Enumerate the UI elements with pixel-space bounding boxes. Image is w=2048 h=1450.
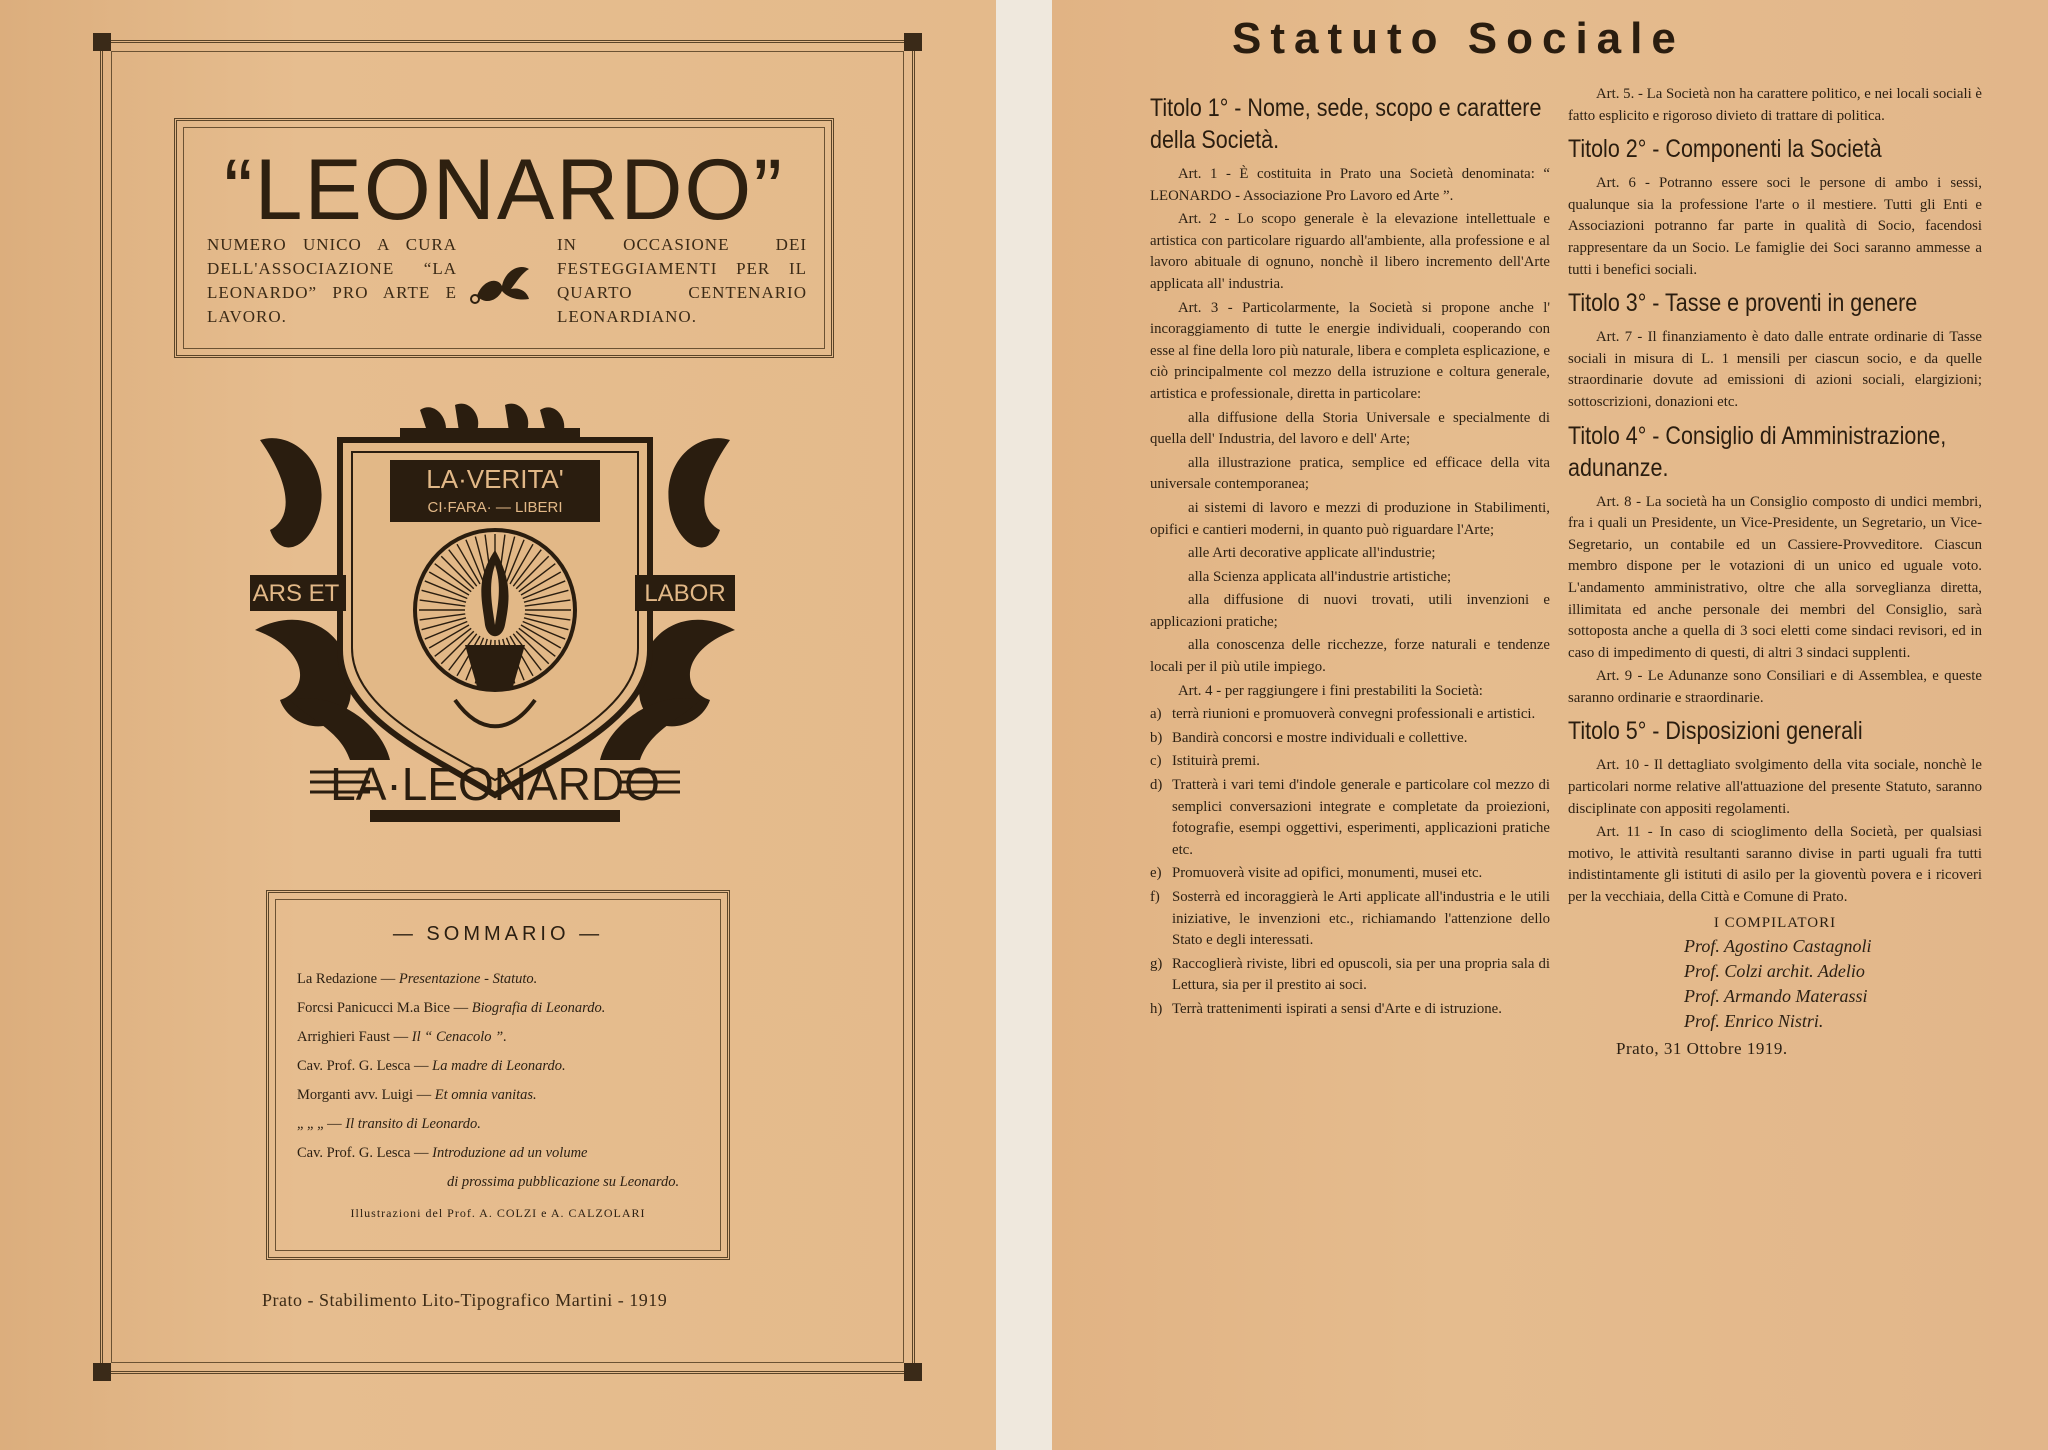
subtitle-right: IN OCCASIONE DEI FESTEGGIAMENTI PER IL QUARTO CENTENARIO LEONARDIANO. <box>557 235 807 326</box>
article-8: Art. 8 - La società ha un Consiglio composto di undici membri, fra i quali un Presidente, un Vice-Presidente, un Segretario, un Vice-Segretario, un contabile ed un Cassiere-Provveditore. Ciascun membro dispone per le votazioni di un unico ed uguale voto. L'andamento amministrativo, oltre che alla sorveglianza diretta, illimitata ed anche personale dei membri del Consiglio, sarà sottoposta anche a quella di 3 soci eletti come sindaci revisori, ed in caso di impedimento di questi, di altri 3 sindaci supplenti. <box>1568 493 1982 661</box>
article-11: Art. 11 - In caso di scioglimento della Società, per qualsiasi motivo, le attività resultanti saranno divise in parti uguali fra tutti indistintamente gli istituti di asilo per la gioventù povera e i ricoveri per la vecchiaia, della Città e Comune di Prato. <box>1568 824 1982 906</box>
article-2: Art. 2 - Lo scopo generale è la elevazione intellettuale e artistica con particolare riguardo all'ambiente, alla professione e al lavoro abituale di ognuno, nonchè il libero incremento dell'Arte applicata all' industria. <box>1150 211 1550 292</box>
frame-corner <box>904 33 922 51</box>
sommario-author: Arrighieri Faust — <box>297 1029 409 1045</box>
item-key: c) <box>1150 753 1162 770</box>
sommario-work: La madre di Leonardo. <box>432 1058 566 1074</box>
compilatori-list <box>1568 934 1982 1034</box>
la-leonardo-emblem <box>250 400 740 830</box>
title-5: Titolo 5° - Disposizioni generali <box>1568 717 1863 746</box>
article-3-item: ai sistemi di lavoro e mezzi di produzione in Stabilimenti, opifici e cantieri moderni, in quanto può riguardare l'Arte; <box>1150 499 1550 538</box>
frame-corner <box>93 33 111 51</box>
article-4-item <box>1150 954 1550 997</box>
article-4-item <box>1150 704 1550 726</box>
item-key: a) <box>1150 706 1162 723</box>
sommario-box <box>266 890 730 1260</box>
article-3-item: alla conoscenza delle ricchezze, forze naturali e tendenze locali per il più utile impiego. <box>1150 637 1550 676</box>
sommario-row <box>297 1052 707 1081</box>
article-4: Art. 4 - per raggiungere i fini prestabiliti la Società: <box>1178 682 1483 699</box>
article-4-item <box>1150 728 1550 750</box>
emblem-base: LA·LEONARDO <box>330 758 660 810</box>
article-6: Art. 6 - Potranno essere soci le persone di ambo i sessi, qualunque sia la professione l'arte o il mestiere. Tutti gli Enti e Associazioni potranno far parte in qualità di Socio, facendosi rappresentare da un Socio. Le famiglie dei Soci saranno ammesse a tutti i benefici sociali. <box>1568 175 1982 278</box>
sommario-row <box>297 965 707 994</box>
item-key: g) <box>1150 955 1163 972</box>
title-2: Titolo 2° - Componenti la Società <box>1568 135 1882 164</box>
emblem-banner: LA·VERITA' <box>426 464 564 494</box>
article-3-item: alle Arti decorative applicate all'industrie; <box>1188 545 1436 562</box>
article-4-item <box>1150 999 1550 1021</box>
statuto-heading: Statuto Sociale <box>1232 14 1685 63</box>
gutter <box>996 0 1052 1450</box>
sommario-work: Il transito di Leonardo. <box>345 1116 481 1132</box>
compilatore-name: Prof. Armando Materassi <box>1684 986 1868 1007</box>
frame-corner <box>904 1363 922 1381</box>
article-5: Art. 5. - La Società non ha carattere politico, e nei locali sociali è fatto esplicito e rigoroso divieto di trattare di politica. <box>1568 86 1982 124</box>
item-key: d) <box>1150 777 1163 794</box>
sommario-author: La Redazione — <box>297 971 396 987</box>
sommario-author: „ „ „ — <box>297 1116 342 1132</box>
sommario-author: Cav. Prof. G. Lesca — <box>297 1145 429 1161</box>
left-page <box>0 0 996 1450</box>
compilatore-name: Prof. Colzi archit. Adelio <box>1684 961 1865 982</box>
sommario-author: Cav. Prof. G. Lesca — <box>297 1058 429 1074</box>
item-text: Sosterrà ed incoraggierà le Arti applicate all'industria e le utili iniziative, le invenzioni etc., richiamando l'attenzione dello Stato e degli interessati. <box>1172 889 1550 949</box>
article-3: Art. 3 - Particolarmente, la Società si propone anche l' incoraggiamento di tutte le energie individuali, cooperando con esse al fine della loro più naturale, libera e completa esplicazione, e ciò principalmente col mezzo della istruzione e coltura generale, artistica e professionale, diretta in particolare: <box>1150 299 1550 402</box>
sommario-author: Morganti avv. Luigi — <box>297 1087 432 1103</box>
article-10: Art. 10 - Il dettagliato svolgimento della vita sociale, nonchè le particolari norme relative all'attuazione del presente Statuto, saranno disciplinate con appositi regolamenti. <box>1568 757 1982 817</box>
left-column <box>1150 86 1550 1023</box>
right-page <box>1052 0 2048 1450</box>
sommario-row <box>297 1168 707 1197</box>
emblem-motto: CI·FARA· — LIBERI <box>427 499 563 516</box>
emblem-right-plate: LABOR <box>644 580 726 607</box>
sommario-list <box>297 965 707 1197</box>
sommario-row <box>297 1110 707 1139</box>
item-text: Raccoglierà riviste, libri ed opuscoli, sia per una propria sala di Lettura, sia per il prestito ai soci. <box>1172 955 1550 994</box>
sommario-row <box>297 1081 707 1110</box>
item-text: Terrà trattenimenti ispirati a sensi d'Arte e di istruzione. <box>1172 1000 1502 1017</box>
article-3-item: alla diffusione della Storia Universale e specialmente di quella dell' Industria, del lavoro e dell' Arte; <box>1150 409 1550 448</box>
compilatori-heading: I COMPILATORI <box>1713 914 1837 931</box>
item-text: Tratterà i vari temi d'indole generale e particolare col mezzo di semplici conversazioni integrate e completate da proiezioni, fotografie, esempi oggettivi, esperimenti, applicazioni pratiche etc. <box>1172 777 1550 858</box>
item-key: b) <box>1150 729 1163 746</box>
sommario-work: di prossima pubblicazione su Leonardo. <box>447 1174 680 1190</box>
imprint: Prato - Stabilimento Lito-Tipografico Martini - 1919 <box>262 1290 668 1310</box>
date-line: Prato, 31 Ottobre 1919. <box>1616 1039 1788 1059</box>
sommario-row <box>297 1139 707 1168</box>
article-9: Art. 9 - Le Adunanze sono Consiliari e di Assemblea, e queste saranno ordinarie e straordinarie. <box>1568 668 1982 706</box>
article-7: Art. 7 - Il finanziamento è dato dalle entrate ordinarie di Tasse sociali in misura di L. 1 mensili per ciascun socio, e da quelle straordinarie dovute ad emissioni di azioni sociali, elargizioni; sottoscrizioni, donazioni etc. <box>1568 329 1982 410</box>
item-text: terrà riunioni e promuoverà convegni professionali e artistici. <box>1172 706 1536 723</box>
article-4-item <box>1150 751 1550 773</box>
sommario-title: — SOMMARIO — <box>392 923 604 945</box>
sommario-author: Forcsi Panicucci M.a Bice — <box>297 1000 469 1016</box>
article-4-item <box>1150 863 1550 885</box>
sommario-row <box>297 1023 707 1052</box>
illustrations-credit: Illustrazioni del Prof. A. COLZI e A. CALZOLARI <box>350 1206 646 1220</box>
right-column <box>1568 84 1982 1060</box>
article-4-items <box>1150 704 1550 1020</box>
sommario-work: Introduzione ad un volume <box>432 1145 588 1161</box>
item-key: e) <box>1150 865 1162 882</box>
emblem-left-plate: ARS ET <box>252 580 340 607</box>
title-box <box>174 118 834 358</box>
article-3-item: alla illustrazione pratica, semplice ed efficace della vita universale contemporanea; <box>1150 454 1550 493</box>
magazine-title: “LEONARDO” <box>224 142 784 238</box>
sommario-work: Biografia di Leonardo. <box>471 1000 606 1016</box>
sommario-work: Il “ Cenacolo ”. <box>411 1029 507 1045</box>
compilatore-name: Prof. Enrico Nistri. <box>1684 1011 1824 1032</box>
subtitle-left: NUMERO UNICO A CURA DELL'ASSOCIAZIONE “LA LEONARDO” PRO ARTE E LAVORO. <box>207 235 457 326</box>
title-3: Titolo 3° - Tasse e proventi in genere <box>1568 289 1918 318</box>
leaf-ornament-icon <box>467 251 537 311</box>
article-1: Art. 1 - È costituita in Prato una Società denominata: “ LEONARDO - Associazione Pro Lavoro ed Arte ”. <box>1150 166 1550 204</box>
frame-corner <box>93 1363 111 1381</box>
compilatore-name: Prof. Agostino Castagnoli <box>1684 936 1872 957</box>
article-3-items <box>1150 408 1550 679</box>
title-4: Titolo 4° - Consiglio di Amministrazione, adunanze. <box>1568 421 1947 482</box>
item-text: Bandirà concorsi e mostre individuali e collettive. <box>1172 729 1468 746</box>
item-text: Promuoverà visite ad opifici, monumenti, musei etc. <box>1172 865 1483 882</box>
item-key: h) <box>1150 1000 1163 1017</box>
sommario-row <box>297 994 707 1023</box>
article-3-item: alla diffusione di nuovi trovati, utili invenzioni e applicazioni pratiche; <box>1150 592 1550 630</box>
sommario-work: Presentazione - Statuto. <box>398 971 538 987</box>
article-3-item: alla Scienza applicata all'industrie artistiche; <box>1188 568 1452 585</box>
title-1: Titolo 1° - Nome, sede, scopo e carattere della Società. <box>1150 94 1542 154</box>
item-key: f) <box>1150 889 1160 905</box>
article-4-item <box>1150 775 1550 861</box>
article-4-item <box>1150 887 1550 952</box>
sommario-work: Et omnia vanitas. <box>434 1087 537 1103</box>
item-text: Istituirà premi. <box>1172 753 1260 770</box>
